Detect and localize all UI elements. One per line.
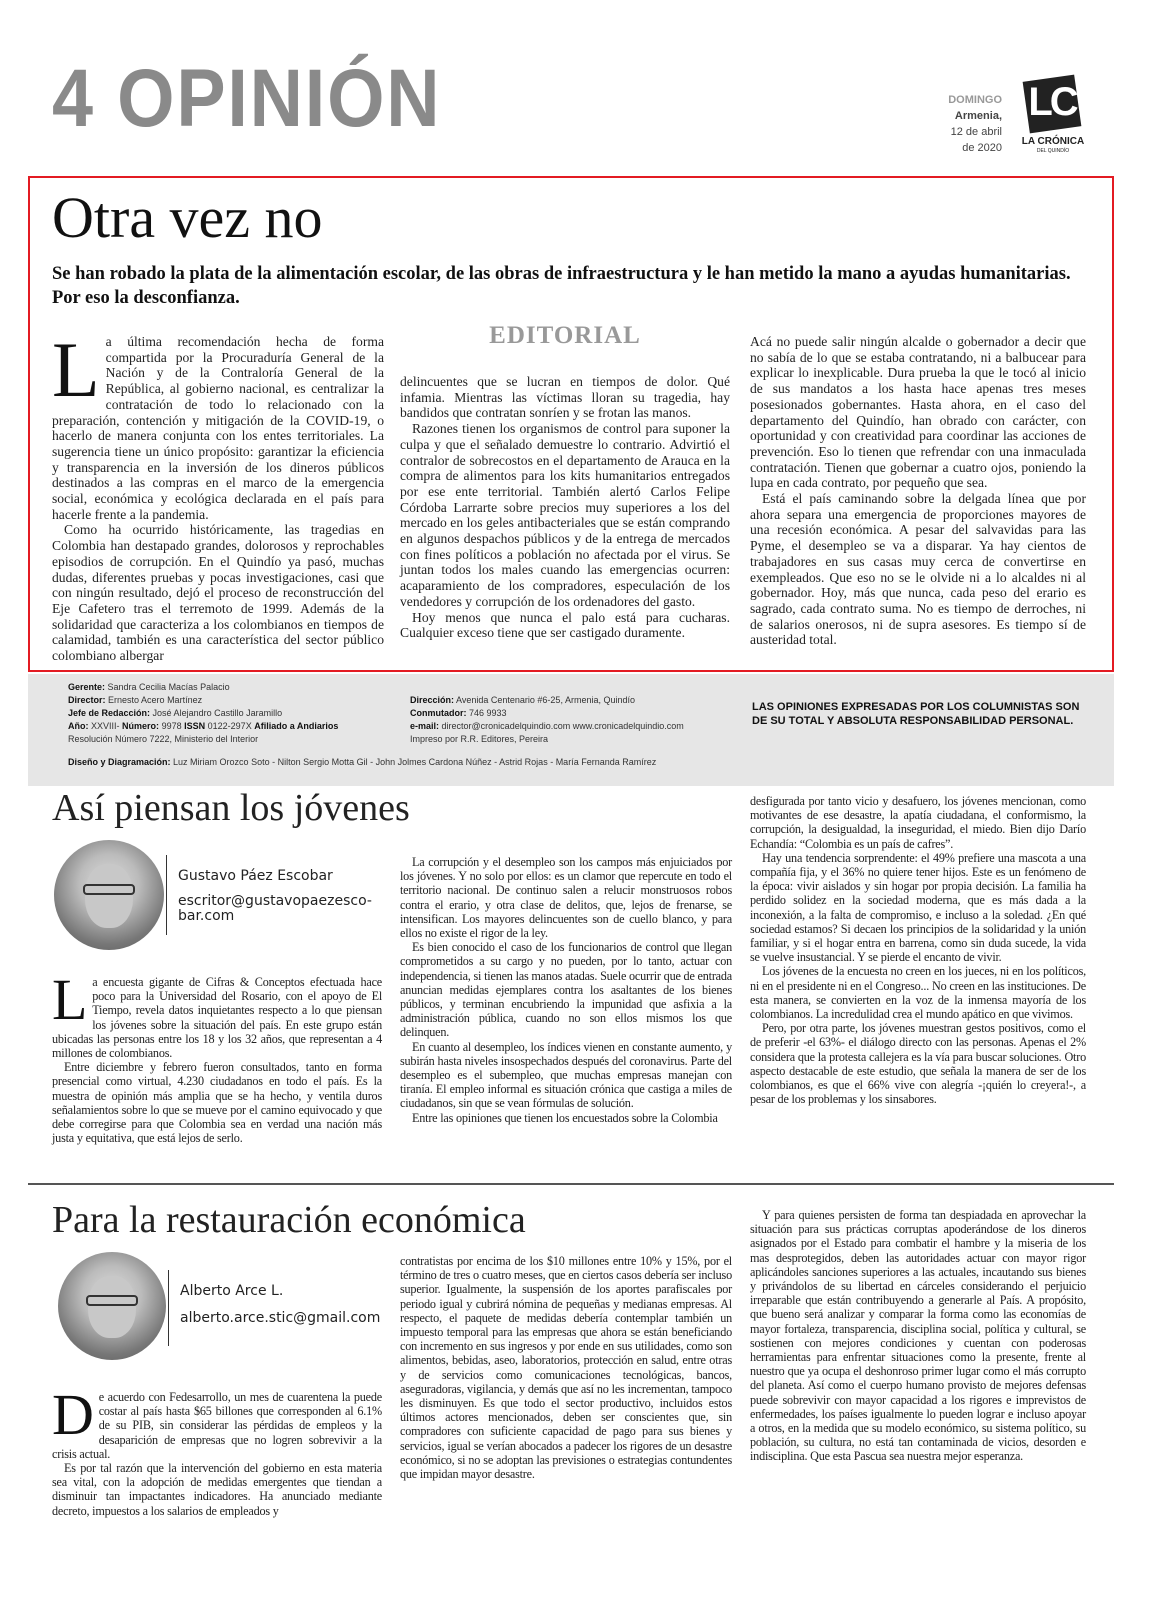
author2-email: alberto.arce.stic@gmail.com bbox=[180, 1310, 381, 1326]
article-paragraph: Los jóvenes de la encuesta no creen en los jueces, ni en los políticos, ni en el presidente ni en el Congreso... No creen en las instituciones. De esta manera, se convierten en la voz de la inmensa mayoría de los colombianos. La incredulidad crea el mundo apático en que vivimos. bbox=[750, 964, 1086, 1022]
editorial-paragraph: Como ha ocurrido históricamente, las tragedias en Colombia han destapado grandes, dolorosos y reprochables episodios de corrupción. En el Quindío ya pasó, muchas dudas, diferentes pruebas y pocas investigaciones, casi que con ningún resultado, dejó el proceso de reconstrucción del Eje Cafetero tras el terremoto de 1999. Además de la solidaridad que caracteriza a los colombianos en tiempos de calamidad, también es una característica del sector público colombiano albergar bbox=[52, 522, 384, 664]
author1-name: Gustavo Páez Escobar bbox=[178, 868, 333, 884]
masthead-gerente: Gerente: Sandra Cecilia Macías Palacio bbox=[68, 682, 230, 692]
masthead-conmutador: Conmutador: 746 9933 bbox=[410, 708, 507, 718]
masthead-email: e-mail: director@cronicadelquindio.com www.cronicadelquindio.com bbox=[410, 721, 684, 731]
editorial-deck: Se han robado la plata de la alimentación escolar, de las obras de infraestructura y le han metido la mano a ayudas humanitarias. Por eso la desconfianza. bbox=[52, 264, 1071, 308]
section-heading: 4 OPINIÓN bbox=[52, 53, 442, 144]
article1-column-2 bbox=[400, 855, 732, 1170]
editorial-column-2 bbox=[400, 374, 730, 664]
author2-name: Alberto Arce L. bbox=[180, 1283, 284, 1299]
logo-letters: LC bbox=[1028, 80, 1076, 124]
article-paragraph: La corrupción y el desempleo son los campos más enjuiciados por los jóvenes. Y no solo por ellos: es un clamor que repercute en todo el territorio nacional. De continuo salen a relucir monstruosos robos contra el erario, y otra clase de delitos, que, lejos de frenarse, se intensifican. Los mayores delincuentes son de cuello blanco, y para ellos no existe el rigor de la ley. bbox=[400, 855, 732, 941]
article2-column-1 bbox=[52, 1382, 382, 1585]
masthead-disclaimer: LAS OPINIONES EXPRESADAS POR LOS COLUMNISTAS SON DE SU TOTAL Y ABSOLUTA RESPONSABILIDAD PERSONAL. bbox=[752, 701, 1080, 727]
dateline-city: Armenia, bbox=[954, 110, 1002, 122]
article-paragraph: contratistas por encima de los $10 millones entre 10% y 15%, por el término de tres o cuatro meses, que en ciertos casos debería ser incluso superior. Igualmente, la suspensión de los aportes parafiscales por periodo igual y cubrirá nómina de pequeñas y medianas empresas. Al respecto, el paquete de medidas debería contemplar también un impuesto temporal para las empresas que ahora se están beneficiando con incremento en sus ingresos y por ende en sus utilidades, como son alimentos, bebidas, aseo, laboratorios, protección en salud, entre otras y de servicios como comunicaciones tecnológicas, bancos, aseguradoras, vigilancia, y demás que así no les incrementan, tampoco les disminuyen. Es que todo el sector productivo, incluidos estos últimos actores mencionados, deben ser conscientes que, sin compradores con suficiente capacidad de pago para sus bienes y servicios, igual se verían abocados a padecer los rigores de un desastre económico, si no se adoptan las previsiones o estrategias contundentes que impidan mayor desastre. bbox=[400, 1254, 732, 1482]
editorial-paragraph: Acá no puede salir ningún alcalde o gobernador a decir que no sabía de lo que se estaba contratando, ni a balbucear para explicar lo inexplicable. Dura prueba la que le tocó al inicio de sus mandatos a los hasta hace apenas tres meses posesionados gobernantes. Hasta ahora, en el caso del departamento del Quindío, han obrado con carácter, con oportunidad y con creatividad para coordinar las acciones de prevención. Eso lo tienen que refrendar con una inmaculada contratación. Tienen que gobernar a cuatro ojos, poniendo la lupa en cada contrato, por pequeño que sea. bbox=[750, 334, 1086, 491]
editorial-paragraph: Razones tienen los organismos de control para suponer la culpa y que el señalado demuestre lo contrario. Advirtió el contralor de sobrecostos en el departamento de Arauca en la compra de alimentos para los kits humanitarios entregados por ese ente territorial. También alertó Carlos Felipe Córdoba Larrarte sobre precios muy superiores a los del mercado en los geles antibacteriales que se están comprando en algunos despachos públicos y de la entrega de mercados con fines políticos a población no afectada por el virus. Se juntan todos los males cuando las emergencias ocurren: acaparamiento de los compradores, especulación de los vendedores y corrupción de los ordenadores del gasto. bbox=[400, 421, 730, 609]
editorial-dropcap: L bbox=[52, 326, 100, 413]
editorial-title: Otra vez no bbox=[52, 185, 323, 250]
masthead-impreso: Impreso por R.R. Editores, Pereira bbox=[410, 734, 549, 744]
section-divider bbox=[28, 1183, 1114, 1185]
dateline-date: 12 de abril bbox=[950, 126, 1002, 138]
author1-photo bbox=[54, 840, 164, 950]
masthead-director: Director: Ernesto Acero Martínez bbox=[68, 695, 203, 705]
article1-title: Así piensan los jóvenes bbox=[52, 787, 410, 829]
editorial-column-3 bbox=[750, 334, 1086, 664]
article2-title: Para la restauración económica bbox=[52, 1199, 526, 1241]
article1-dropcap: L bbox=[52, 967, 88, 1032]
article-paragraph: Pero, por otra parte, los jóvenes muestran gestos positivos, como el de preferir -el 63%- el diálogo directo con las personas. Apenas el 2% considera que la protesta callejera es la vía para buscar soluciones. Otro aspecto destacable de este estudio, que señala la manera de ser de los colombianos, es que el 66% vive con alegría -¡quién lo creyera!-, a pesar de los problemas y los sinsabores. bbox=[750, 1021, 1086, 1107]
dateline bbox=[930, 92, 1002, 156]
article-paragraph: a encuesta gigante de Cifras & Conceptos efectuada hace poco para la Universidad del Rosario, con el apoyo de El Tiempo, revela datos inquietantes respecto a lo que piensan los jóvenes sobre la situación del país. En este grupo están ubicadas las personas entre los 18 y los 32 años, que representan a 4 millones de colombianos. bbox=[52, 975, 382, 1061]
author1-divider bbox=[166, 855, 167, 935]
masthead-anio: Año: XXVIII- Número: 9978 ISSN 0122-297X Afiliado a Andiarios bbox=[68, 721, 339, 731]
editorial-paragraph: delincuentes que se lucran en tiempos de dolor. Qué infamia. Mientras las víctimas lloran su tragedia, hay bandidos que contratan sonríen y se frotan las manos. bbox=[400, 374, 730, 421]
article-paragraph: Y para quienes persisten de forma tan despiadada en aprovechar la situación para sus prácticas corruptas apoderándose de los dineros asignados por el Estado para combatir el hambre y la miseria de los mas desprotegidos, deben las autoridades actuar con mayor rigor aplicándoles sanciones superiores a las actuales, incautando sus bienes y privándolos de su libertad en cárceles considerando el perjuicio irreparable que están contribuyendo a generarle al País. A propósito, que bueno será analizar y comparar la forma como las economías de mayor fortaleza, transparencia, disciplina social, política y cultural, se sostienen con mejores condiciones y cuentan con poderosas herramientas para enfrentar situaciones como la presente, frente al nuestro que ya ocupa el deshonroso primer lugar como el más corrupto del planeta. Así como el cuerpo humano provisto de mejores defensas puede sobrevivir con mayor capacidad a los rigores e imprevistos de enfermedades, los países igualmente lo pueden lograr e incluso apoyar a otros, en la medida que su modelo económico, su sistema político, su población, su cultura, no está tan contaminada de vicios, desorden e indisciplina. Que esta Pascua sea nuestra mejor esperanza. bbox=[750, 1208, 1086, 1464]
newspaper-logo bbox=[1018, 78, 1088, 166]
article-paragraph: En cuanto al desempleo, los índices vienen en constante aumento, y subirán hasta niveles insospechados después del coronavirus. Parte del desempleo es el subempleo, que muchas empresas manejan con tiranía. El empleo informal es situación crónica que castiga a miles de ciudadanos, sin que se vean fórmulas de solución. bbox=[400, 1039, 732, 1111]
article2-dropcap: D bbox=[52, 1382, 94, 1447]
article-paragraph: Hay una tendencia sorprendente: el 49% prefiere una mascota a una compañía fija, y el 36% no quiere tener hijos. Este es un fenómeno de la época: vivir aislados y sin hogar por propia decisión. La familia ha perdido solidez en la sociedad moderna, que es más dada a la inconexión, a la falta de compromiso, e incluso a la soledad. ¿En qué sociedad estamos? Si decaen los principios de la solidaridad y la unión familiar, y si el hogar entra en barrena, como sin duda sucede, la vida se vuelve insustancial. Y se pierde el encanto de vivir. bbox=[750, 850, 1086, 965]
author1-email-cont: bar.com bbox=[178, 908, 235, 924]
author2-divider bbox=[168, 1270, 169, 1346]
editorial-column-1 bbox=[52, 326, 384, 664]
article-paragraph: e acuerdo con Fedesarrollo, un mes de cuarentena la puede costar al país hasta $65 billones que corresponden al 6.1% de su PIB, sin considerar las pérdidas de empleos y la desaparición de empresas que no logren sobrevivir a la crisis actual. bbox=[52, 1390, 382, 1461]
editorial-paragraph: a última recomendación hecha de forma compartida por la Procuraduría General de la Nación y de la Contraloría General de la República, al gobierno nacional, es centralizar la contratación de todo lo relacionado con la preparación, contención y mitigación de la COVID-19, o hacerlo de manera conjunta con los entes territoriales. La sugerencia tiene un único propósito: garantizar la eficiencia y transparencia en la inversión de los dineros públicos destinados a las compras en el marco de la emergencia social, económica y ecológica declarada en el país para hacerle frente a la pandemia. bbox=[52, 334, 384, 522]
author1-email: escritor@gustavopaezesco- bbox=[178, 893, 372, 909]
article-paragraph: desfigurada por tanto vicio y desafuero, los jóvenes mencionan, como motivantes de ese desastre, la apatía ciudadana, el conformismo, la corrupción, la desigualdad, la inseguridad, el miedo. Bien dijo Darío Echandía: “Colombia es un país de cafres”. bbox=[750, 794, 1086, 851]
article-paragraph: Es por tal razón que la intervención del gobierno en esta materia sea vital, con la adopción de medidas emergentes que tiendan a disminuir tan impactantes indicadores. Ha anunciado mediante decreto, impuestos a los salarios de empleados y bbox=[52, 1461, 382, 1518]
masthead-direccion: Dirección: Avenida Centenario #6-25, Armenia, Quindío bbox=[410, 695, 635, 705]
logo-subname: DEL QUINDÍO bbox=[1036, 148, 1070, 154]
article-paragraph: Entre diciembre y febrero fueron consultados, tanto en forma presencial como virtual, 4.230 ciudadanos en todo el país. Es la muestra de opinión más amplia que se ha hecho, y ventila duros señalamientos sobre lo que se mueve por el camino equivocado y que debe corregirse para que Colombia sea en verdad una nación más justa y equitativa, que está lejos de serlo. bbox=[52, 1060, 382, 1146]
article1-column-3 bbox=[750, 794, 1086, 1170]
logo-name: LA CRÓNICA bbox=[1021, 136, 1085, 147]
editorial-paragraph: Hoy menos que nunca el palo está para cucharas. Cualquier exceso tiene que ser castigado duramente. bbox=[400, 609, 730, 641]
article2-column-3 bbox=[750, 1208, 1086, 1584]
masthead-resolucion: Resolución Número 7222, Ministerio del Interior bbox=[68, 734, 259, 744]
masthead-diseno: Diseño y Diagramación: Luz Miriam Orozco Soto - Nilton Sergio Motta Gil - John Jolmes Cardona Núñez - Astrid Rojas - María Fernanda Ramírez bbox=[68, 757, 657, 767]
dateline-day: DOMINGO bbox=[948, 94, 1002, 106]
article-paragraph: Entre las opiniones que tienen los encuestados sobre la Colombia bbox=[412, 1110, 718, 1125]
dateline-year: de 2020 bbox=[962, 142, 1002, 154]
editorial-paragraph: Está el país caminando sobre la delgada línea que por ahora separa una emergencia de proporciones mayores de una recesión económica. A pesar del salvavidas para las Pyme, el desempleo se va a disparar. Ya hay cientos de trabajadores en sus casas muy cerca de convertirse en exempleados. Que eso no se le olvide ni a lo alcaldes ni al gobernador. Hoy, más que nunca, cada peso del erario es sagrado, cada contrato suma. No es tiempo de derroches, ni de salarios onerosos, ni de supra asesores. Es tiempo sí de austeridad total. bbox=[750, 491, 1086, 648]
masthead-jefe: Jefe de Redacción: José Alejandro Castillo Jaramillo bbox=[68, 708, 283, 718]
author2-photo bbox=[58, 1252, 166, 1360]
editorial-label: EDITORIAL bbox=[489, 322, 641, 349]
article2-column-2 bbox=[400, 1254, 732, 1584]
article-paragraph: Es bien conocido el caso de los funcionarios de control que llegan comprometidos a su cargo y no pueden, por lo tanto, actuar con independencia, si tienen las manos atadas. Suele ocurrir que de entrada anuncian medidas ejemplares contra los asaltantes de los bienes públicos, y terminan encubriendo la impunidad que asfixia a la administración pública, cuando no son ellos mismos los que delinquen. bbox=[400, 940, 732, 1040]
article1-column-1 bbox=[52, 967, 382, 1170]
